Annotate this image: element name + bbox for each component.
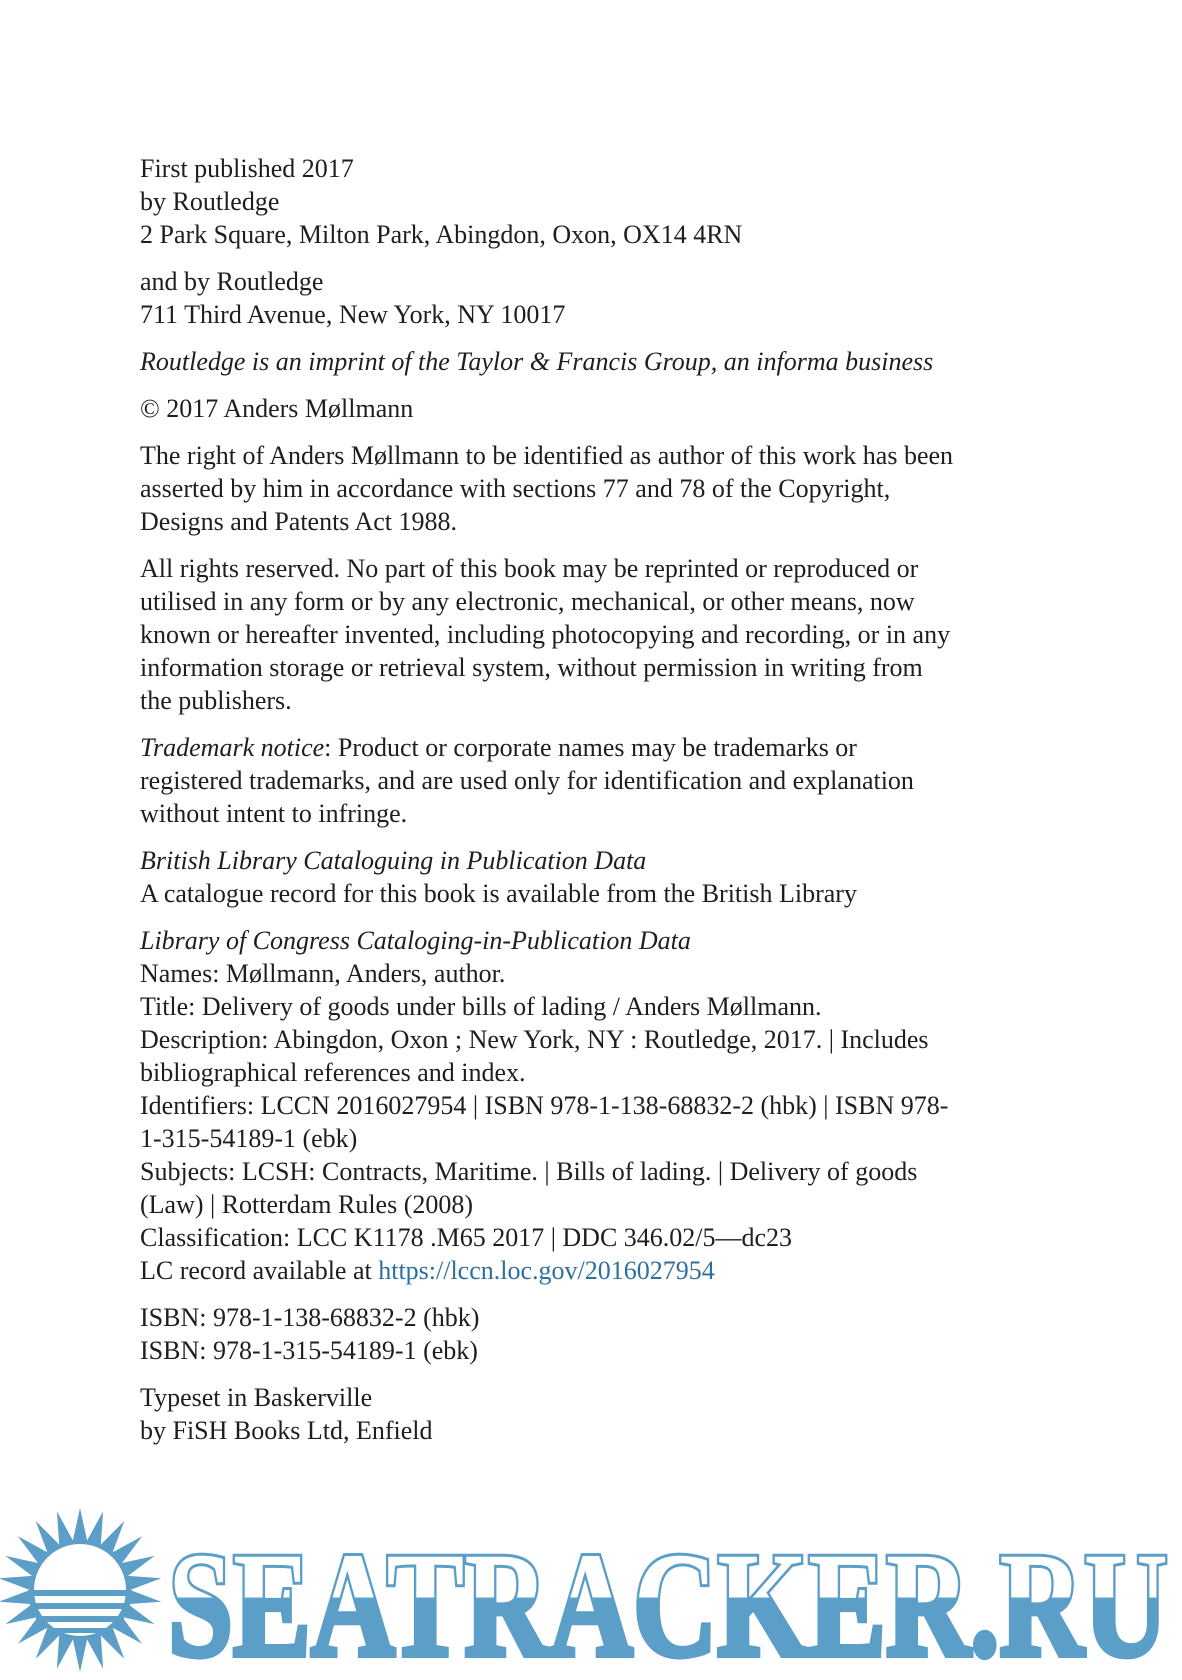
trademark-line: without intent to infringe. [140,799,408,828]
rights-reserved-line: the publishers. [140,686,292,715]
british-library-text: A catalogue record for this book is available from the British Library [140,879,857,908]
trademark-line: registered trademarks, and are used only for identification and explanation [140,766,914,795]
watermark-logo [0,1495,1182,1680]
copyright-line: © 2017 Anders Møllmann [140,394,414,423]
lccn-link[interactable]: https://lccn.loc.gov/2016027954 [378,1256,715,1285]
trademark-line [140,731,1100,764]
publisher-block [140,152,1100,251]
isbn-block [140,1301,1100,1367]
moral-rights-line: Designs and Patents Act 1988. [140,507,458,536]
imprint-note: Routledge is an imprint of the Taylor & Francis Group, an informa business [140,347,934,376]
trademark-paragraph [140,731,1100,830]
rights-reserved-paragraph [140,552,1100,717]
loc-heading: Library of Congress Cataloging-in-Publication Data [140,926,691,955]
loc-cip-block [140,924,1100,1287]
loc-line: Names: Møllmann, Anders, author. [140,959,506,988]
loc-line: 1-315-54189-1 (ebk) [140,1124,358,1153]
us-publisher-address: 711 Third Avenue, New York, NY 10017 [140,300,566,329]
rights-reserved-line: utilised in any form or by any electronic, mechanical, or other means, now [140,587,915,616]
first-published: First published 2017 [140,154,354,183]
trademark-label: Trademark notice [140,733,325,762]
loc-line: bibliographical references and index. [140,1058,526,1087]
moral-rights-line: The right of Anders Møllmann to be identified as author of this work has been [140,441,954,470]
us-publisher-block [140,265,1100,331]
us-publisher-name: and by Routledge [140,267,324,296]
isbn-hbk: ISBN: 978-1-138-68832-2 (hbk) [140,1303,480,1332]
copyright-page [140,152,1100,1461]
british-library-heading: British Library Cataloguing in Publication Data [140,846,647,875]
typeset-by: by FiSH Books Ltd, Enfield [140,1416,433,1445]
trademark-text: : Product or corporate names may be trademarks or [324,733,857,762]
loc-line: Title: Delivery of goods under bills of lading / Anders Møllmann. [140,992,822,1021]
publisher-name: by Routledge [140,187,280,216]
rights-reserved-line: All rights reserved. No part of this book may be reprinted or reproduced or [140,554,919,583]
loc-line: (Law) | Rotterdam Rules (2008) [140,1190,474,1219]
loc-record-line [140,1254,1100,1287]
loc-record-prefix: LC record available at [140,1256,379,1285]
typeset-font: Typeset in Baskerville [140,1383,373,1412]
loc-line: Subjects: LCSH: Contracts, Maritime. | Bills of lading. | Delivery of goods [140,1157,918,1186]
moral-rights-line: asserted by him in accordance with sections 77 and 78 of the Copyright, [140,474,891,503]
sun-icon [0,1508,161,1672]
loc-line: Description: Abingdon, Oxon ; New York, NY : Routledge, 2017. | Includes [140,1025,929,1054]
rights-reserved-line: information storage or retrieval system, without permission in writing from [140,653,923,682]
isbn-ebk: ISBN: 978-1-315-54189-1 (ebk) [140,1336,478,1365]
moral-rights-paragraph [140,439,1100,538]
loc-line: Identifiers: LCCN 2016027954 | ISBN 978-1-138-68832-2 (hbk) | ISBN 978- [140,1091,949,1120]
publisher-address: 2 Park Square, Milton Park, Abingdon, Oxon, OX14 4RN [140,220,743,249]
british-library-block [140,844,1100,910]
rights-reserved-line: known or hereafter invented, including photocopying and recording, or in any [140,620,951,649]
watermark-text: SEATRACKER.RU [168,1522,1168,1680]
typeset-block [140,1381,1100,1447]
loc-line: Classification: LCC K1178 .M65 2017 | DDC 346.02/5—dc23 [140,1223,793,1252]
